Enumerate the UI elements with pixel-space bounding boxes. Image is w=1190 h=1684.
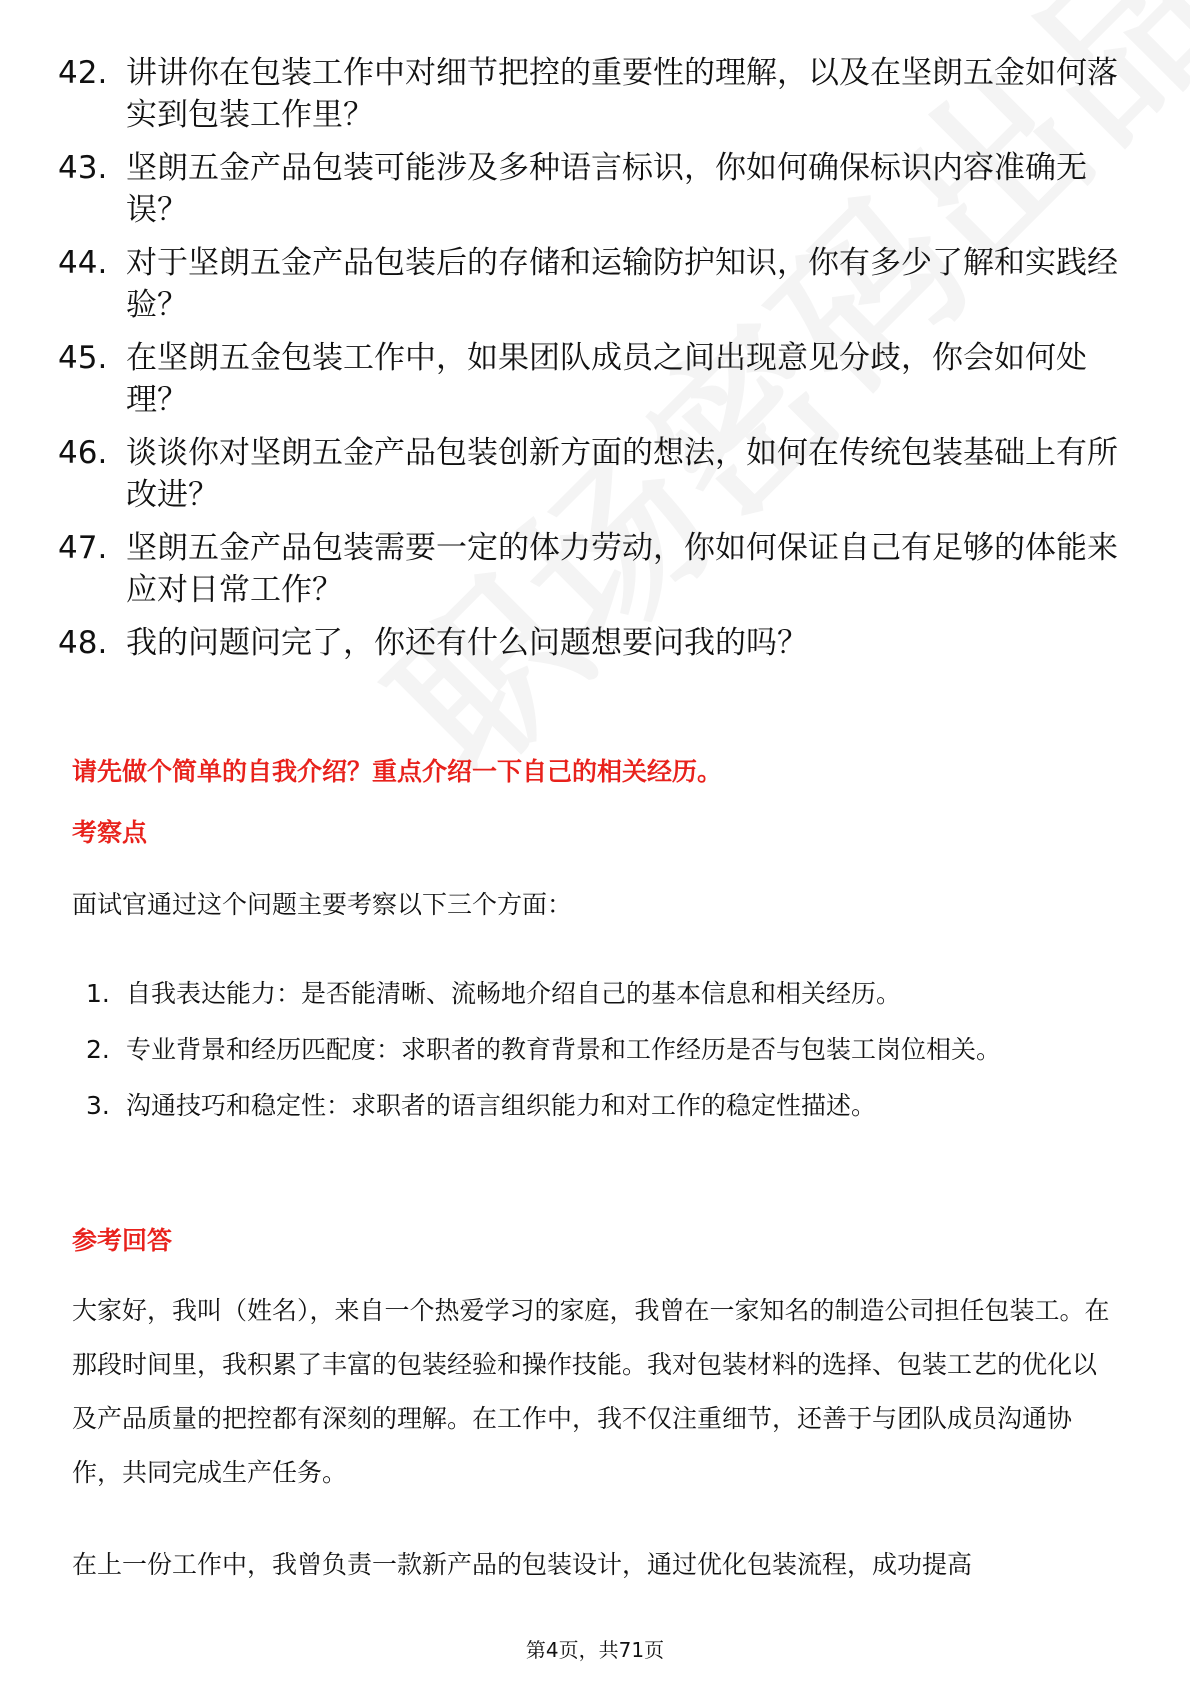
assessment-heading: 考察点 xyxy=(72,818,148,847)
assessment-lead: 面试官通过这个问题主要考察以下三个方面： xyxy=(72,890,573,919)
question-item xyxy=(58,337,1118,421)
point-number: 2. xyxy=(86,1035,110,1064)
question-number: 42. xyxy=(58,55,108,91)
point-number: 3. xyxy=(86,1091,110,1120)
question-text: 坚朗五金产品包装需要一定的体力劳动，你如何保证自己有足够的体能来应对日常工作？ xyxy=(126,530,1118,608)
reference-answer-paragraph: 在上一份工作中，我曾负责一款新产品的包装设计，通过优化包装流程，成功提高 xyxy=(72,1550,973,1579)
point-text: 自我表达能力：是否能清晰、流畅地介绍自己的基本信息和相关经历。 xyxy=(126,979,902,1008)
question-item xyxy=(58,432,1118,516)
question-text: 对于坚朗五金产品包装后的存储和运输防护知识，你有多少了解和实践经验？ xyxy=(126,245,1118,323)
interview-question-list xyxy=(58,52,1118,675)
question-item xyxy=(58,147,1118,231)
point-number: 1. xyxy=(86,979,110,1008)
question-item xyxy=(58,622,1118,664)
question-number: 47. xyxy=(58,530,108,566)
question-number: 45. xyxy=(58,340,108,376)
question-text: 我的问题问完了，你还有什么问题想要问我的吗？ xyxy=(126,625,808,661)
question-text: 谈谈你对坚朗五金产品包装创新方面的想法，如何在传统包装基础上有所改进？ xyxy=(126,435,1118,513)
assessment-point xyxy=(86,1078,1116,1134)
question-item xyxy=(58,242,1118,326)
question-number: 48. xyxy=(58,625,108,661)
question-text: 讲讲你在包装工作中对细节把控的重要性的理解，以及在坚朗五金如何落实到包装工作里？ xyxy=(126,55,1118,133)
question-number: 43. xyxy=(58,150,108,186)
assessment-point xyxy=(86,1022,1116,1078)
reference-answer-heading: 参考回答 xyxy=(72,1226,173,1255)
question-number: 46. xyxy=(58,435,108,471)
question-number: 44. xyxy=(58,245,108,281)
assessment-point xyxy=(86,966,1116,1022)
intro-question-heading: 请先做个简单的自我介绍？重点介绍一下自己的相关经历。 xyxy=(72,757,723,786)
question-item xyxy=(58,52,1118,136)
point-text: 沟通技巧和稳定性：求职者的语言组织能力和对工作的稳定性描述。 xyxy=(126,1091,877,1120)
question-item xyxy=(58,527,1118,611)
question-text: 在坚朗五金包装工作中，如果团队成员之间出现意见分歧，你会如何处理？ xyxy=(126,340,1087,418)
assessment-points-list xyxy=(86,966,1116,1134)
page-number: 第4页，共71页 xyxy=(525,1638,665,1662)
question-text: 坚朗五金产品包装可能涉及多种语言标识，你如何确保标识内容准确无误？ xyxy=(126,150,1087,228)
point-text: 专业背景和经历匹配度：求职者的教育背景和工作经历是否与包装工岗位相关。 xyxy=(126,1035,1002,1064)
reference-answer-paragraph: 大家好，我叫（姓名），来自一个热爱学习的家庭，我曾在一家知名的制造公司担任包装工。在那段时间里，我积累了丰富的包装经验和操作技能。我对包装材料的选择、包装工艺的优化以及产品质量的把控都有深刻的理解。在工作中，我不仅注重细节，还善于与团队成员沟通协作，共同完成生产任务。 xyxy=(72,1296,1110,1487)
